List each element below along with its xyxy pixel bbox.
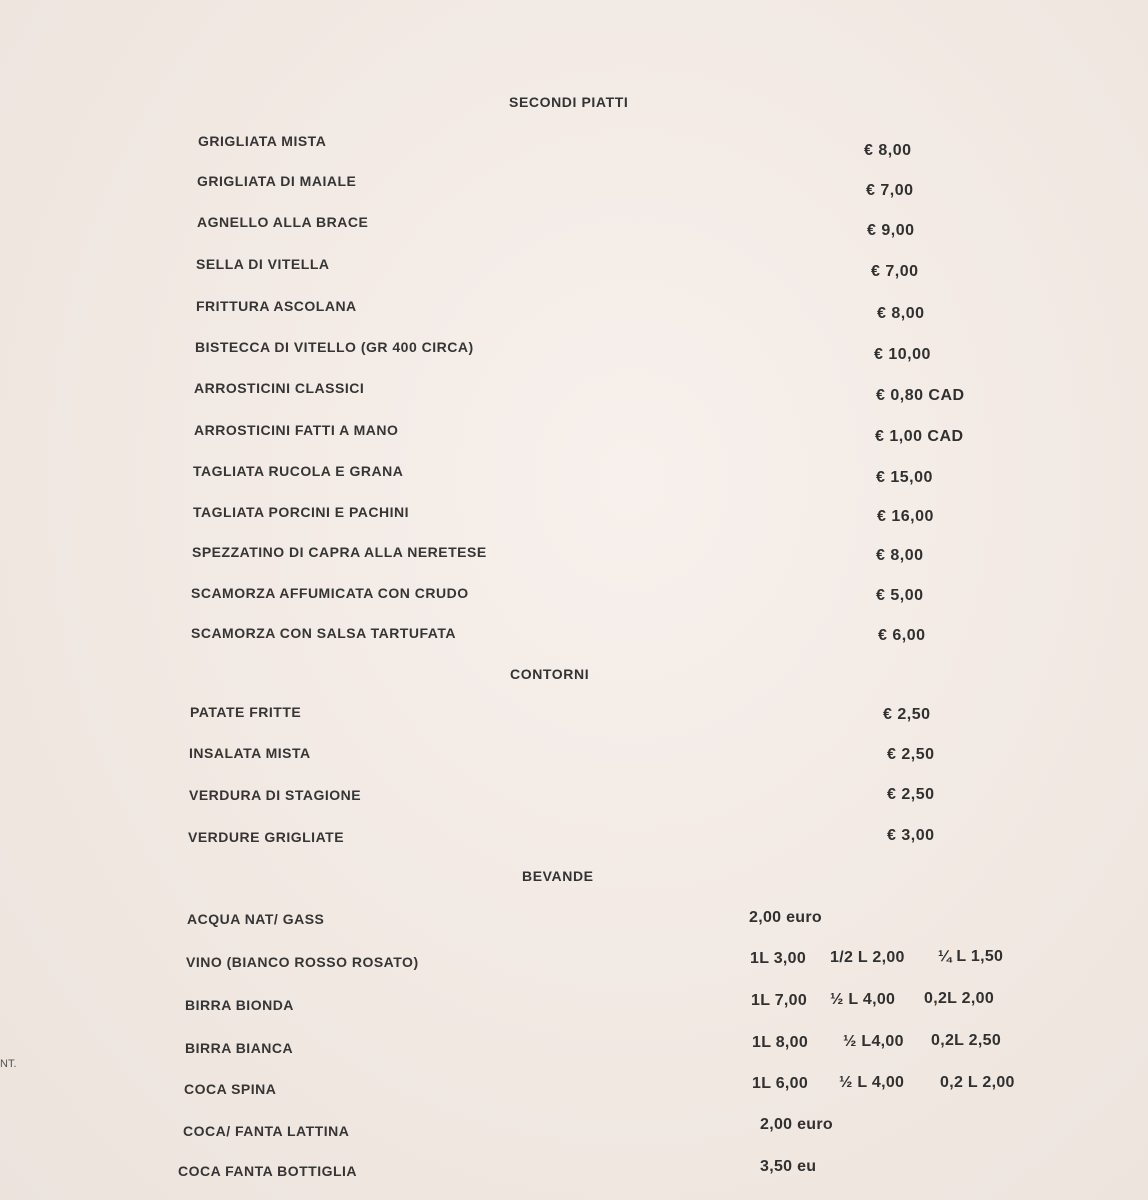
menu-item-price: € 7,00: [866, 182, 914, 199]
secondi-heading: SECONDI PIATTI: [509, 94, 629, 110]
drink-price: 1L 8,00: [752, 1034, 809, 1051]
menu-item-price: € 2,50: [883, 706, 931, 723]
contorni-heading: CONTORNI: [510, 666, 590, 682]
drink-price: ½ L4,00: [843, 1033, 904, 1050]
menu-item-name: ARROSTICINI CLASSICI: [194, 380, 365, 396]
drink-price: 2,00 euro: [749, 909, 822, 926]
menu-item-name: AGNELLO ALLA BRACE: [197, 214, 369, 230]
menu-item-name: VINO (BIANCO ROSSO ROSATO): [186, 954, 419, 970]
menu-item-price: € 9,00: [867, 222, 915, 239]
menu-item-name: SELLA DI VITELLA: [196, 256, 330, 272]
drink-price: ¼ L 1,50: [938, 948, 1004, 965]
menu-item-name: COCA SPINA: [184, 1081, 277, 1097]
menu-item-price: € 3,00: [887, 827, 935, 844]
menu-item-name: PATATE FRITTE: [190, 704, 302, 720]
drink-price: 1L 7,00: [751, 992, 808, 1009]
drink-price: 0,2L 2,50: [931, 1032, 1002, 1049]
drink-price: 0,2L 2,00: [924, 990, 995, 1007]
menu-item-price: € 15,00: [876, 469, 933, 486]
drink-price: 3,50 eu: [760, 1158, 817, 1175]
menu-item-price: € 0,80 CAD: [876, 387, 965, 404]
menu-item-price: € 5,00: [876, 587, 924, 604]
menu-item-name: VERDURA DI STAGIONE: [189, 787, 362, 803]
menu-item-name: INSALATA MISTA: [189, 745, 311, 761]
menu-item-price: € 8,00: [864, 142, 912, 159]
menu-item-name: SCAMORZA CON SALSA TARTUFATA: [191, 625, 456, 641]
drink-price: 1/2 L 2,00: [830, 949, 905, 966]
menu-item-name: BISTECCA DI VITELLO (GR 400 CIRCA): [195, 339, 474, 355]
menu-item-price: € 6,00: [878, 627, 926, 644]
menu-item-price: € 16,00: [877, 508, 934, 525]
menu-item-price: € 2,50: [887, 786, 935, 803]
menu-item-name: FRITTURA ASCOLANA: [196, 298, 357, 314]
menu-item-price: € 1,00 CAD: [875, 428, 964, 445]
menu-item-name: TAGLIATA PORCINI E PACHINI: [193, 504, 409, 520]
menu-item-price: € 7,00: [871, 263, 919, 280]
menu-item-name: GRIGLIATA MISTA: [198, 133, 327, 149]
menu-item-price: € 8,00: [877, 305, 925, 322]
menu-item-name: SPEZZATINO DI CAPRA ALLA NERETESE: [192, 544, 487, 560]
drink-price: 1L 6,00: [752, 1075, 809, 1092]
bevande-heading: BEVANDE: [522, 868, 594, 884]
menu-item-price: € 10,00: [874, 346, 931, 363]
menu-item-name: BIRRA BIONDA: [185, 997, 294, 1013]
drink-price: 1L 3,00: [750, 950, 807, 967]
menu-item-name: VERDURE GRIGLIATE: [188, 829, 345, 845]
menu-item-name: SCAMORZA AFFUMICATA CON CRUDO: [191, 585, 469, 601]
drink-price: ½ L 4,00: [839, 1074, 905, 1091]
menu-item-name: BIRRA BIANCA: [185, 1040, 294, 1056]
menu-item-name: COCA FANTA BOTTIGLIA: [178, 1163, 358, 1179]
menu-item-price: € 8,00: [876, 547, 924, 564]
menu-item-name: ARROSTICINI FATTI A MANO: [194, 422, 399, 438]
menu-item-name: TAGLIATA RUCOLA E GRANA: [193, 463, 404, 479]
edge-fragment-text: NT.: [0, 1058, 17, 1070]
drink-price: 2,00 euro: [760, 1116, 833, 1133]
drink-price: ½ L 4,00: [830, 991, 896, 1008]
menu-item-name: ACQUA NAT/ GASS: [187, 911, 325, 927]
drink-price: 0,2 L 2,00: [940, 1074, 1015, 1091]
menu-item-price: € 2,50: [887, 746, 935, 763]
menu-item-name: COCA/ FANTA LATTINA: [183, 1123, 350, 1139]
menu-item-name: GRIGLIATA DI MAIALE: [197, 173, 357, 189]
